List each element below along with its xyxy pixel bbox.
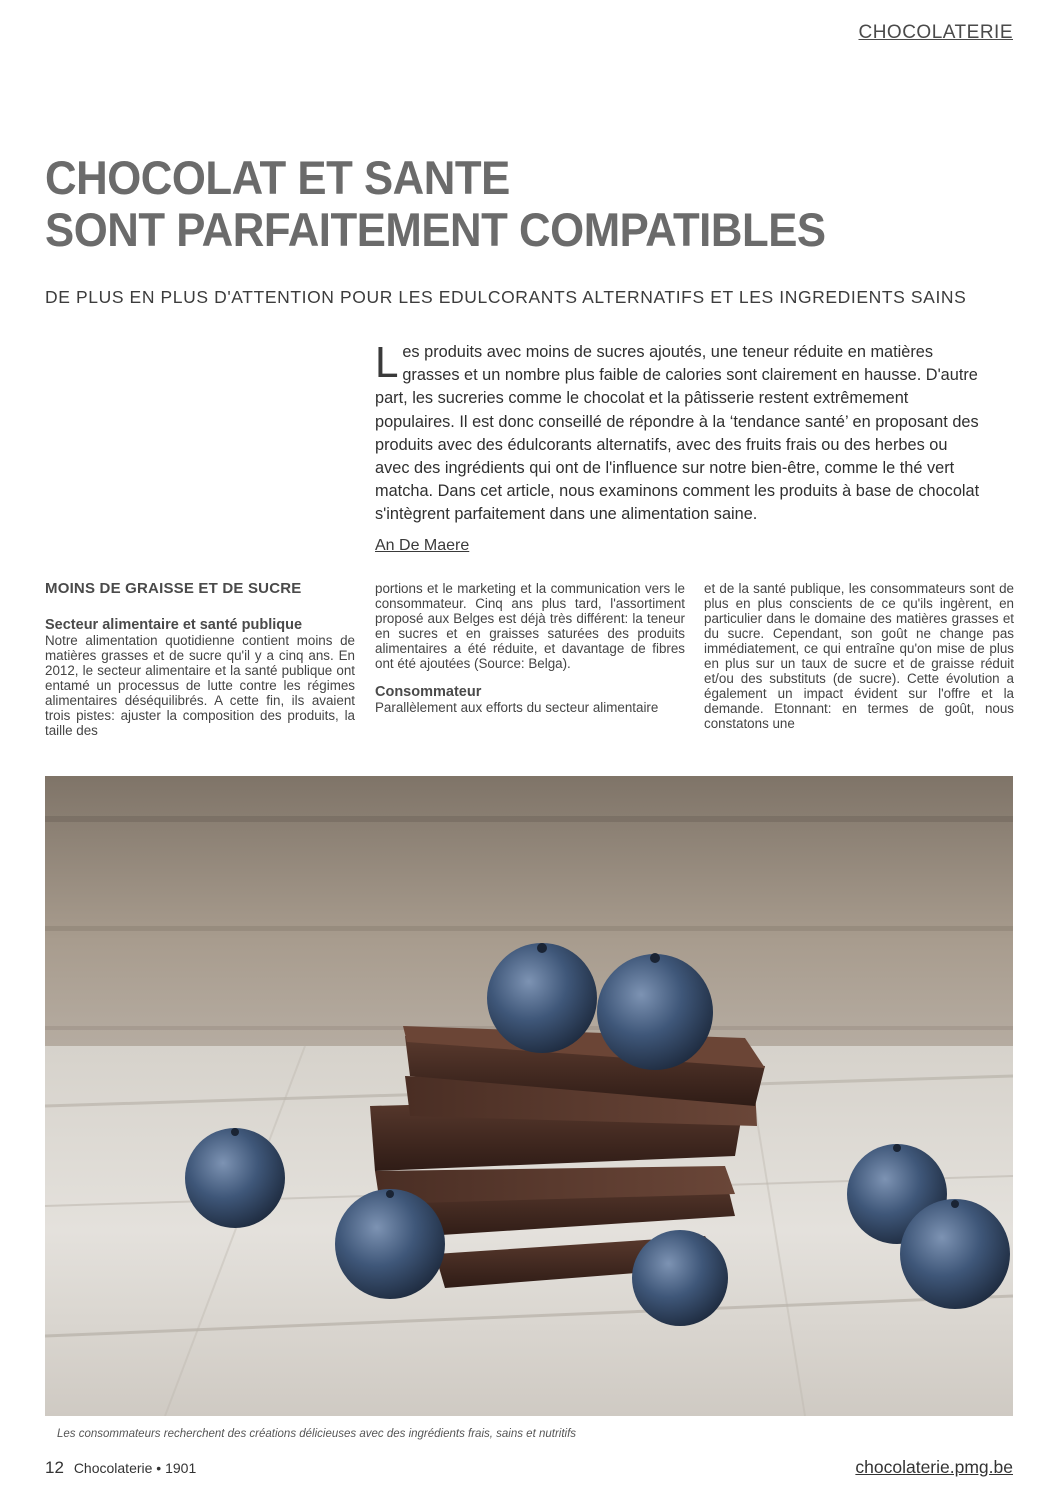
intro-paragraph [375,340,982,526]
section-heading: MOINS DE GRAISSE ET DE SUCRE [45,580,302,597]
chocolate-blueberries-photo [45,776,1013,1416]
photo-caption: Les consommateurs recherchent des créations délicieuses avec des ingrédients frais, sains et nutritifs [57,1428,577,1440]
column-2-text-continued: Parallèlement aux efforts du secteur alimentaire [375,700,659,715]
subheading-consommateur: Consommateur [375,684,482,700]
subheading-secteur: Secteur alimentaire et santé publique [45,617,303,633]
author-link[interactable]: An De Maere [375,537,470,554]
article-subtitle: DE PLUS EN PLUS D'ATTENTION POUR LES EDULCORANTS ALTERNATIFS ET LES INGREDIENTS SAINS [45,287,967,307]
publication-name: Chocolaterie • 1901 [73,1460,197,1476]
column-3-text: et de la santé publique, les consommateurs sont de plus en plus conscients de ce qu'ils ingèrent, en particulier dans le domaine des matières grasses et du sucre. Cependant, son goût ne change pas immédiatement, ce qui entraîne qu'on mise de plus en plus sur un taux de sucre et de graisse réduit et/ou des substituts (de sucre). Cette évolution a également un impact évident sur l'offre et la demande. Etonnant: en termes de goût, nous constatons une [704,581,1014,731]
footer-left [45,1458,196,1478]
column-2-text: portions et le marketing et la communication vers le consommateur. Cinq ans plus tard, l'assortiment proposé aux Belges est déjà très différent: la teneur en sucres et en graisses saturées des produits alimentaires a été réduite, et davantage de fibres ont été ajoutées (Source: Belga). [375,581,685,671]
column-1-text: Notre alimentation quotidienne contient moins de matières grasses et de sucre qu'il y a cinq ans. En 2012, le secteur alimentaire et la santé publique ont entamé un processus de lutte contre les régimes alimentaires déséquilibrés. A cette fin, ils avaient trois pistes: ajuster la composition des produits, la taille des [45,633,355,738]
article-column-1 [45,581,355,738]
article-column-2 [375,581,685,715]
section-tag: CHOCOLATERIE [858,22,1013,43]
article-column-3 [704,581,1014,731]
article-title-line-1: CHOCOLAT ET SANTE [45,151,510,204]
article-title-line-2: SONT PARFAITEMENT COMPATIBLES [45,203,826,256]
article-title [45,152,938,256]
intro-text: es produits avec moins de sucres ajoutés, une teneur réduite en matières grasses et un nombre plus faible de calories sont clairement en hausse. D'autre part, les sucreries comme le chocolat et la pâtisserie restent extrêmement populaires. Il est donc conseillé de répondre à la ‘tendance santé’ en proposant des produits avec des édulcorants alternatifs, avec des fruits frais ou des herbes ou avec des ingrédients qui ont de l'influence sur notre bien-être, comme le thé vert matcha. Dans cet article, nous examinons comment les produits à base de chocolat s'intègrent parfaitement dans une alimentation saine. [375,342,980,524]
page-number: 12 [45,1458,64,1477]
website-link[interactable]: chocolaterie.pmg.be [855,1457,1013,1477]
drop-cap: L [375,338,399,387]
